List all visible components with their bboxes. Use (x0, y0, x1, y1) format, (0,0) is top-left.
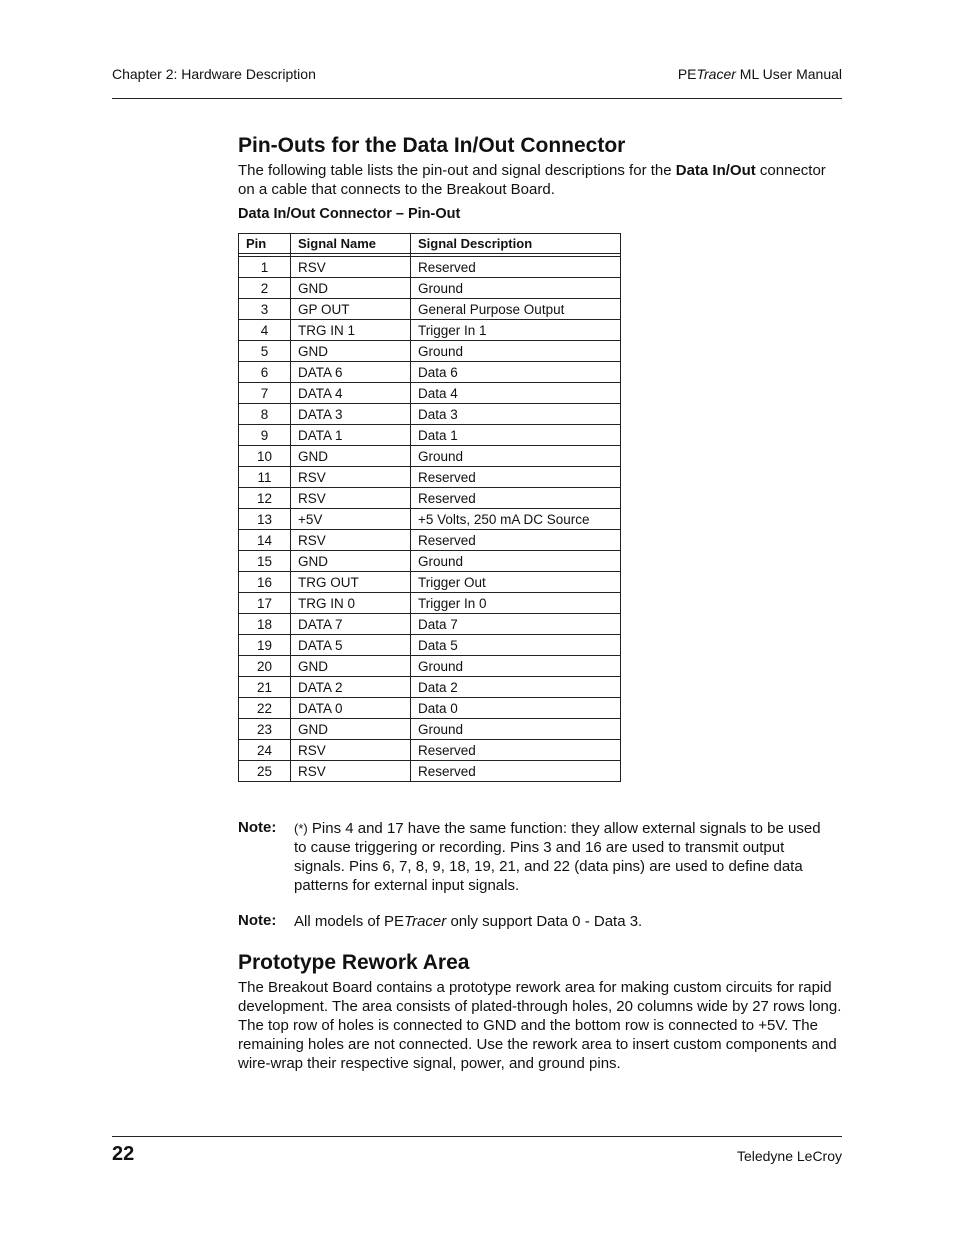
section-title-pinouts: Pin-Outs for the Data In/Out Connector (238, 134, 626, 157)
pin-number-cell: 21 (239, 677, 291, 698)
signal-name-cell: RSV (291, 740, 411, 761)
signal-name-cell: DATA 4 (291, 383, 411, 404)
signal-name-cell: DATA 1 (291, 425, 411, 446)
table-row (239, 320, 621, 341)
pin-number-cell: 5 (239, 341, 291, 362)
pin-number-cell: 7 (239, 383, 291, 404)
table-row (239, 425, 621, 446)
table-row (239, 341, 621, 362)
table-body (239, 254, 621, 782)
note-marker: (*) (294, 821, 308, 836)
table-row (239, 635, 621, 656)
signal-name-cell: GND (291, 551, 411, 572)
manual-italic: Tracer (696, 66, 736, 82)
pin-number-cell: 8 (239, 404, 291, 425)
table-row (239, 761, 621, 782)
note2-before: All models of PE (294, 913, 405, 930)
signal-description-cell: Ground (411, 278, 621, 299)
table-row (239, 278, 621, 299)
signal-description-cell: Reserved (411, 257, 621, 278)
signal-name-cell: RSV (291, 488, 411, 509)
signal-description-cell: Reserved (411, 530, 621, 551)
signal-description-cell: Reserved (411, 488, 621, 509)
table-row (239, 719, 621, 740)
signal-name-cell: RSV (291, 530, 411, 551)
table-row (239, 677, 621, 698)
signal-description-cell: Ground (411, 656, 621, 677)
signal-name-cell: DATA 6 (291, 362, 411, 383)
signal-description-cell: Trigger In 1 (411, 320, 621, 341)
pin-number-cell: 14 (239, 530, 291, 551)
pin-number-cell: 12 (239, 488, 291, 509)
table-row (239, 446, 621, 467)
pin-number-cell: 17 (239, 593, 291, 614)
pin-number-cell: 1 (239, 257, 291, 278)
table-row (239, 383, 621, 404)
running-header-chapter: Chapter 2: Hardware Description (112, 66, 316, 82)
signal-name-cell: RSV (291, 467, 411, 488)
manual-suffix: ML User Manual (735, 66, 842, 82)
table-row (239, 530, 621, 551)
signal-description-cell: +5 Volts, 250 mA DC Source (411, 509, 621, 530)
signal-name-cell: GP OUT (291, 299, 411, 320)
note-label-2: Note: (238, 912, 277, 929)
signal-name-cell: GND (291, 278, 411, 299)
signal-name-cell: DATA 7 (291, 614, 411, 635)
intro-after: connector on a cable that connects to the Breakout Board. (238, 162, 826, 198)
table-row (239, 509, 621, 530)
signal-name-cell: GND (291, 446, 411, 467)
table-row (239, 404, 621, 425)
signal-description-cell: Ground (411, 719, 621, 740)
footer-company: Teledyne LeCroy (736, 1148, 842, 1164)
signal-name-cell: DATA 2 (291, 677, 411, 698)
header-rule (112, 98, 842, 99)
signal-description-cell: Data 5 (411, 635, 621, 656)
pin-number-cell: 23 (239, 719, 291, 740)
signal-description-cell: Data 7 (411, 614, 621, 635)
note-label-1: Note: (238, 819, 277, 836)
signal-description-cell: Reserved (411, 740, 621, 761)
pin-number-cell: 15 (239, 551, 291, 572)
signal-name-cell: GND (291, 656, 411, 677)
pin-number-cell: 20 (239, 656, 291, 677)
pin-number-cell: 19 (239, 635, 291, 656)
signal-description-cell: Data 6 (411, 362, 621, 383)
signal-description-cell: Data 4 (411, 383, 621, 404)
signal-description-cell: Ground (411, 446, 621, 467)
note-body-1: Pins 4 and 17 have the same function: they allow external signals to be used to cause triggering or recording. Pins 3 and 16 are used to transmit output signals. Pins 6, 7, 8, 9, 18, 19, 21, and 22 (data pins) are used to define data patterns for external input signals. (294, 820, 821, 894)
pin-number-cell: 16 (239, 572, 291, 593)
signal-name-cell: RSV (291, 761, 411, 782)
pin-number-cell: 4 (239, 320, 291, 341)
note2-after: only support Data 0 - Data 3. (446, 913, 643, 930)
signal-name-cell: DATA 0 (291, 698, 411, 719)
table-row (239, 257, 621, 278)
table-row (239, 362, 621, 383)
pin-number-cell: 3 (239, 299, 291, 320)
pinout-table (238, 233, 621, 782)
intro-bold: Data In/Out (675, 162, 756, 179)
table-row (239, 698, 621, 719)
signal-name-cell: DATA 5 (291, 635, 411, 656)
pin-number-cell: 11 (239, 467, 291, 488)
pin-number-cell: 25 (239, 761, 291, 782)
pin-number-cell: 9 (239, 425, 291, 446)
signal-description-cell: Trigger In 0 (411, 593, 621, 614)
column-header-signal-name: Signal Name (291, 234, 411, 254)
note-text-2 (294, 912, 824, 931)
section-rework-body: The Breakout Board contains a prototype rework area for making custom circuits for rapid development. The area consists of plated-through holes, 20 columns wide by 27 rows long. The top row of holes is connected to GND and the bottom row is connected to +5V. The remaining holes are not connected. Use the rework area to insert custom components and wire-wrap their respective signal, power, and ground pins. (238, 979, 842, 1072)
running-header-manual (678, 66, 842, 82)
pin-number-cell: 22 (239, 698, 291, 719)
signal-name-cell: TRG OUT (291, 572, 411, 593)
note-text-1 (294, 819, 824, 895)
signal-name-cell: DATA 3 (291, 404, 411, 425)
signal-description-cell: Reserved (411, 467, 621, 488)
signal-name-cell: +5V (291, 509, 411, 530)
signal-name-cell: GND (291, 341, 411, 362)
signal-description-cell: General Purpose Output (411, 299, 621, 320)
table-caption: Data In/Out Connector – Pin-Out (238, 206, 461, 222)
table-header-row (239, 234, 621, 254)
column-header-pin: Pin (239, 234, 291, 254)
signal-description-cell: Ground (411, 551, 621, 572)
signal-description-cell: Data 3 (411, 404, 621, 425)
note2-italic: Tracer (404, 913, 447, 930)
table-row (239, 740, 621, 761)
signal-name-cell: TRG IN 0 (291, 593, 411, 614)
table-row (239, 299, 621, 320)
pin-number-cell: 24 (239, 740, 291, 761)
intro-before: The following table lists the pin-out and signal descriptions for the (238, 162, 676, 179)
page-number: 22 (112, 1143, 135, 1165)
signal-name-cell: GND (291, 719, 411, 740)
table-row (239, 467, 621, 488)
signal-description-cell: Data 0 (411, 698, 621, 719)
pin-number-cell: 6 (239, 362, 291, 383)
signal-description-cell: Data 2 (411, 677, 621, 698)
table-row (239, 656, 621, 677)
table-row (239, 593, 621, 614)
signal-description-cell: Data 1 (411, 425, 621, 446)
table-row (239, 614, 621, 635)
manual-prefix: PE (677, 66, 697, 82)
pin-number-cell: 10 (239, 446, 291, 467)
signal-description-cell: Trigger Out (411, 572, 621, 593)
signal-description-cell: Ground (411, 341, 621, 362)
table-row (239, 572, 621, 593)
signal-description-cell: Reserved (411, 761, 621, 782)
table-row (239, 488, 621, 509)
table-row (239, 551, 621, 572)
section-intro (238, 161, 844, 199)
pin-number-cell: 18 (239, 614, 291, 635)
pin-number-cell: 2 (239, 278, 291, 299)
column-header-signal-description: Signal Description (411, 234, 621, 254)
signal-name-cell: TRG IN 1 (291, 320, 411, 341)
pin-number-cell: 13 (239, 509, 291, 530)
section-title-rework: Prototype Rework Area (238, 951, 470, 974)
footer-rule (112, 1136, 842, 1137)
signal-name-cell: RSV (291, 257, 411, 278)
